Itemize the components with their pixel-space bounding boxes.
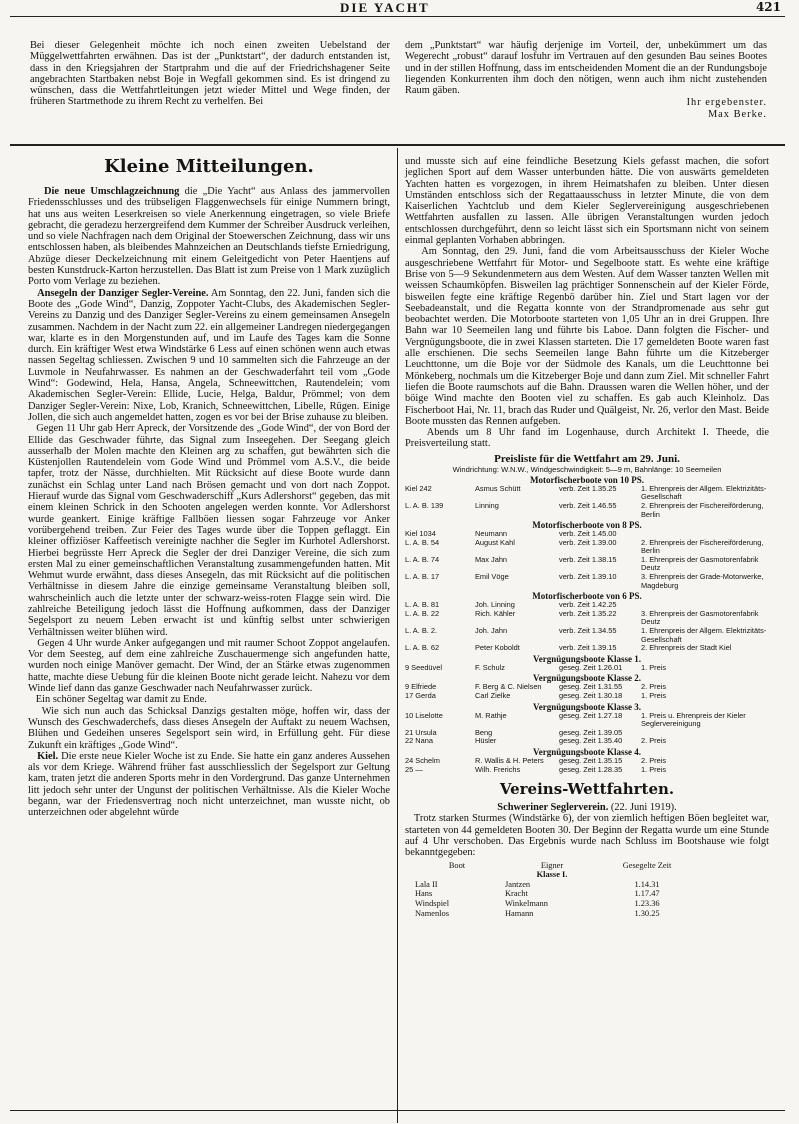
section-heading-2: Vereins-Wettfahrten.: [499, 780, 675, 799]
prize-boat-cell: 24 Schelm: [405, 755, 440, 765]
owner-cell: Jantzen: [505, 879, 531, 889]
prize-group-table: [405, 683, 769, 700]
boat-cell: Lala II: [415, 879, 438, 889]
running-header: [0, 0, 799, 16]
prize-time-cell: geseg. Zeit 1.35.40: [559, 736, 623, 746]
paragraph-text: Am Sonntag, den 29. Juni, fand die vom Arbeitsausschuss der Kieler Woche ausgeschriebene Wettfahrt für Motor- und Segelboote statt. Es wehte eine kräftige Brise von 5—9 Sekundenmetern aus dem Westen. Auf dem Wasser tanzten Wellen mit weissen Schaumköpfen. Bisweilen lag prächtiger Sonnenschein auf der Kieler Förde, bisweilen fegte eine kräftige Regenbö darüber hin. Ziel und Start lagen vor der Seebadeanstalt, und die Regatta konnte von der Strandpromenade aus sehr gut beobachtet werden. Die Motorboote starteten von 1,05 Uhr an in drei Gruppen. Ihre Bahn war 10 Seemeilen lang und führte bis Laboe. Dann folgten die Fischer- und Vergnügungsboote, die in zwei Klassen starteten. Die 17 gemeldeten Boote waren fast alle erschienen. Die sechs Seemeilen lange Bahn führte um die Kitzeberger Leuchttonne, um die Boje vor der Südmole des Kanals, um die Leuchttonne bei Mönkeberg, nochmals um die Kitzeberger Boje und dann zum Ziel. Mit schneller Fahrt liefen die Boote raumschots auf die Bahn. Draussen waren die Wellen höher, und der böige Wind machte den Booten viel zu schaffen. Es gab auch Kleinholz. Das Fischerboot Hai, Nr. 11, brach das Ruder und Quälgeist, Nr. 26, verlor den Mast. Beide Boote mussten das Rennen aufgeben.: [405, 246, 770, 427]
prize-group-heading: Motorfischerboote von 6 PS.: [532, 591, 642, 602]
prize-time-cell: verb. Zeit 1.35.25: [559, 483, 617, 493]
table-row: [405, 485, 769, 502]
paragraph-text: [405, 813, 769, 858]
prize-prize-cell: 1. Preis: [641, 662, 667, 672]
prize-group-table: [405, 664, 769, 673]
prize-time-cell: geseg. Zeit 1.27.18: [559, 710, 623, 720]
boat-cell: Hans: [415, 889, 433, 899]
paragraph-text: Abends um 8 Uhr fand im Logenhause, durch Architekt I. Theede, die Preisverteilung statt.: [405, 427, 769, 450]
paragraph-text: Gegen 11 Uhr gab Herr Apreck, der Vorsitzende des „Gode Wind“, der von Bord der Ellide das Geschwader führte, das Signal zum Inseegehen. Der Seegang gleich ausserhalb der Molen machte den Kleinen arg zu schaffen, gut bewährten sich die Küstenjollen Rautendelein vom Gode Wind und Prömmel vom A.S.V., die beide tapfer, trotz der Nässe, durchhielten. Mit Rücksicht auf diese Boote wurde dann zunächst ein Schlag unter Land nach Brösen gemacht und von dort nach Zoppot. Hierauf wurde das Signal vom Geschwaderschiff „Kurs Adlershorst“ gegeben, das mit einem kleinen Schrick in den Schooten angelegen werden konnte. Vor Adlershorst wurde geankert. Einige kräftige Fallböen liessen sogar Fahrzeuge vor Anker vorübergehend treiben. Zur Feier des Tages wurde über die Toppen geflaggt. Ein kleiner offiziöser Kaffeetisch vereinigte nachher die Segler im Kurhotel Adlershorst. Hierbei begrüsste Herr Apreck die Segler der drei Danziger Vereine, die sich zum ersten Mal zu einer gemeinschaftlichen Veranstaltung zusammengefunden hatten. Mit Wehmut wurde erwähnt, dass dieses Ansegeln, das mit Rücksicht auf die politischen Verhältnisse in diesem Jahre die einzige gemeinsame Veranstaltung bleiben soll, wahrscheinlich auch die letzte unter der schwarz-weiss-roten Flagge sein wird. Die zahlreiche Beteiligung jedoch lässt die Hoffnung aufkommen, dass der Danziger Segelsport zu neuem Leben erwacht ist und künftig selbst unter schwierigen Verhältnissen weiter blühen wird.: [28, 423, 390, 638]
paragraph-lead: Ansegeln der Danziger Segler-Vereine.: [37, 287, 209, 299]
prize-list-title: Preisliste für die Wettfahrt am 29. Juni.: [494, 452, 680, 465]
prize-time-cell: verb. Zeit 1.38.15: [559, 554, 617, 564]
paragraph-text: Wie sich nun auch das Schicksal Danzigs gestalten möge, hoffen wir, dass der Wunsch des Geschwaderchefs, dass dieses Ansegeln der Auftakt zu neuem Wachsen, Blühen und Gedeihen unseres Segelsport sein wird, in Erfüllung geht. Für diese Zukunft ein kräftiges „Gode Wind“.: [28, 705, 390, 751]
paragraph-text: Ein schöner Segeltag war damit zu Ende.: [35, 694, 207, 706]
table-row: [415, 880, 695, 890]
column-divider: [397, 148, 398, 1123]
prize-prize-cell: 1. Preis: [641, 691, 667, 700]
prize-boat-cell: 22 Nana: [405, 736, 433, 746]
prize-owner-cell: M. Rathje: [475, 710, 507, 720]
table-header-row: [415, 861, 695, 871]
prize-time-cell: geseg. Zeit 1.35.15: [559, 755, 623, 765]
owner-cell: Kracht: [505, 889, 528, 899]
magazine-title: DIE YACHT: [340, 0, 430, 15]
prize-prize-cell: 2. Ehrenpreis der Stadt Kiel: [641, 643, 732, 653]
prize-owner-cell: Peter Koboldt: [475, 643, 520, 653]
prize-owner-cell: Wilh. Frerichs: [475, 764, 521, 774]
paragraph-danzig: [28, 288, 390, 424]
prize-time-cell: verb. Zeit 1.42.25: [559, 600, 617, 610]
column-header: Gesegelte Zeit: [622, 860, 672, 870]
prize-group-heading: Vergnügungsboote Klasse 2.: [533, 673, 641, 684]
table-row: [405, 692, 769, 701]
prize-owner-cell: Beng: [475, 727, 493, 737]
prize-prize-cell: 2. Ehrenpreis der Fischereiförderung, Berlin: [641, 537, 764, 556]
prize-prize-cell: 2. Preis: [641, 736, 667, 746]
time-cell: 1.30.25: [634, 908, 660, 918]
prize-prize-cell: 3. Ehrenpreis der Grade-Motorwerke, Magdeburg: [641, 572, 764, 590]
prize-owner-cell: August Kahl: [475, 537, 515, 547]
prize-owner-cell: F. Schulz: [475, 662, 505, 672]
paragraph-text: [405, 427, 769, 450]
prize-owner-cell: Rich. Kähler: [475, 608, 516, 618]
header-rule: [10, 16, 785, 17]
prize-group-table: [405, 757, 769, 774]
prize-time-cell: verb. Zeit 1.34.55: [559, 626, 617, 636]
prize-boat-cell: L. A. B. 74: [405, 554, 440, 564]
table-row: [405, 556, 769, 573]
prize-time-cell: geseg. Zeit 1.28.35: [559, 764, 623, 774]
letter-paragraph-right: dem „Punktstart“ war häufig derjenige im Vorteil, der, unbekümmert um das Wegerecht „robust“ darauf losfuhr im Vertrauen auf den gesunden Bau seines Bootes und in der stillen Hoffnung, dass im entscheidenden Moment die an der Rundungsboje liegenden Konkurrenten ihm doch den nötigen, wenn auch ihm nicht zustehenden Raum gäben.: [405, 40, 767, 97]
prize-prize-cell: 1. Preis: [641, 764, 667, 774]
paragraph-text: Die erste neue Kieler Woche ist zu Ende. Sie hatte ein ganz anderes Aussehen als vor dem Kriege. Während früher fast ausschliesslich der Segelsport zur Geltung kam, traten jetzt die anderen Sports mehr in den Vordergrund. Das ganze Unternehmen litt jedoch sehr unter der Ungunst der politischen Verhältnisse. Als die Kieler Woche begann, war der Friedensvertrag noch nicht unterzeichnet, man wusste nicht, ob unterzeichnen oder abgelehnt würde: [28, 750, 390, 819]
prize-owner-cell: Carl Zielke: [475, 691, 511, 700]
prize-time-cell: verb. Zeit 1.45.00: [559, 529, 617, 539]
results-table: [415, 861, 695, 919]
time-cell: 1.23.36: [634, 899, 660, 909]
table-row: [405, 502, 769, 519]
subheading: [405, 802, 769, 813]
prize-boat-cell: Kiel 1034: [405, 529, 436, 539]
letter-right-column: [405, 40, 767, 120]
prize-prize-cell: 2. Ehrenpreis der Fischereiförderung, Berlin: [641, 500, 764, 519]
prize-boat-cell: L. A. B. 139: [405, 500, 444, 510]
prize-group-heading: Vergnügungsboote Klasse 1.: [533, 653, 641, 664]
paragraph-lead: Die neue Umschlagzeichnung: [43, 186, 180, 197]
table-row: [415, 899, 695, 909]
prize-group-table: [405, 485, 769, 519]
boat-cell: Namenlos: [415, 908, 449, 918]
prize-group-heading: Vergnügungsboote Klasse 3.: [533, 701, 641, 712]
club-name: Schweriner Seglerverein.: [497, 802, 609, 814]
prize-boat-cell: 17 Gerda: [405, 691, 436, 700]
paragraph-kiel: [28, 751, 390, 819]
class-label: Klasse I.: [536, 870, 568, 880]
time-cell: 1.14.31: [634, 879, 660, 889]
section-rule: [10, 144, 785, 146]
table-row: [405, 712, 769, 729]
table-row: [415, 889, 695, 899]
regatta-date: (22. Juni 1919).: [608, 802, 677, 814]
table-row: [415, 909, 695, 919]
paragraph-text: [28, 706, 390, 751]
paragraph-text: [405, 246, 769, 427]
prize-time-cell: verb. Zeit 1.39.10: [559, 572, 617, 582]
prize-boat-cell: 10 Liselotte: [405, 710, 443, 720]
paragraph-text: Am Sonntag, den 22. Juni, fanden sich die Boote des „Gode Wind“, Danzig, Zoppoter Yacht-Clubs, des Akademischen Segler-Vereins zu Danzig und des Danziger Segler-Vereins zu einem gemeinsamen Ansegeln zusammen. Nachdem in der Nacht zum 22. ein allgemeiner Landregen niedergegangen war, klarte es in den Morgenstunden auf, und im Laufe des Tages kam die Sonne durch. Ein kräftiger West etwa Windstärke 6 Less auf einen schönen wenn auch etwas nassen Segeltag schliessen. Zwischen 9 und 10 sammelten sich die Fahrzeuge an der Luvmole in Neufahrwasser. Es nahmen an der Geschwaderfahrt teil vom „Gode Wind“: Godewind, Hela, Hansa, Angela, Schneewittchen, Rautendelein; vom Akademischen Segler-Verein: Ellide, Lucie, Helga, Baldur, Prömmel; von dem Danziger Segler-Verein: Nixe, Lob, Kranich, Schneewittchen, Libelle, Rügen. Einige Jollen, die sich auch angemeldet hatten, zogen es vor bei der Brise zuhause zu bleiben.: [28, 287, 390, 423]
table-row: [405, 644, 769, 653]
prize-time-cell: verb. Zeit 1.35.22: [559, 608, 617, 618]
prize-boat-cell: L. A. B. 54: [405, 537, 440, 547]
prize-prize-cell: 1. Ehrenpreis der Allgem. Elektrizitäts-Gesellschaft: [641, 626, 767, 644]
prize-prize-cell: 3. Ehrenpreis der Gasmotorenfabrik Deutz: [641, 608, 759, 627]
prize-boat-cell: L. A. B. 22: [405, 608, 440, 618]
prize-boat-cell: L. A. B. 81: [405, 600, 440, 610]
paragraph-lead: Kiel.: [37, 750, 59, 762]
page-number: 421: [755, 0, 781, 14]
prize-boat-cell: 25 —: [405, 764, 423, 774]
prize-boat-cell: 9 Seedüvel: [405, 662, 442, 672]
paragraph-text: [28, 423, 390, 638]
prize-owner-cell: Emil Vöge: [475, 572, 509, 582]
prize-time-cell: verb. Zeit 1.46.55: [559, 500, 617, 510]
prize-owner-cell: Linning: [475, 500, 499, 510]
owner-cell: Winkelmann: [505, 899, 548, 909]
prize-group-heading: Motorfischerboote von 10 PS.: [530, 474, 644, 485]
prize-time-cell: geseg. Zeit 1.31.55: [559, 682, 623, 692]
prize-prize-cell: 2. Preis: [641, 682, 667, 692]
class-row: [415, 870, 695, 880]
prize-group-table: [405, 530, 769, 590]
boat-cell: Windspiel: [415, 899, 450, 909]
letter-signature: Max Berke.: [707, 108, 767, 120]
prize-list-conditions: Windrichtung: W.N.W., Windgeschwindigkeit: 5—9 m, Bahnlänge: 10 Seemeilen: [452, 464, 722, 474]
prize-prize-cell: 2. Preis: [641, 755, 667, 765]
prize-time-cell: geseg. Zeit 1.26.01: [559, 662, 623, 672]
prize-boat-cell: L. A. B. 2.: [405, 626, 438, 636]
table-row: [405, 539, 769, 556]
prize-group-heading: Motorfischerboote von 8 PS.: [532, 520, 642, 531]
prize-group-heading: Vergnügungsboote Klasse 4.: [533, 746, 641, 757]
table-row: [405, 627, 769, 644]
prize-boat-cell: 9 Elfriede: [405, 682, 437, 692]
prize-boat-cell: 21 Ursula: [405, 727, 437, 737]
paragraph-text: [28, 694, 390, 705]
prize-owner-cell: F. Berg & C. Nielsen: [475, 682, 542, 692]
paragraph-text: [28, 638, 390, 694]
prize-boat-cell: Kiel 242: [405, 483, 432, 493]
prize-boat-cell: L. A. B. 62: [405, 643, 440, 653]
table-row: [405, 573, 769, 590]
prize-owner-cell: Asmus Schütt: [475, 483, 521, 493]
letter-left-column: [30, 40, 390, 108]
prize-prize-cell: 1. Preis u. Ehrenpreis der Kieler Seglervereinigung: [641, 710, 746, 729]
prize-boat-cell: L. A. B. 17: [405, 572, 440, 582]
results-body: [415, 880, 695, 918]
prize-prize-cell: 1. Ehrenpreis der Allgem. Elektrizitäts-Gesellschaft: [641, 483, 767, 502]
section-heading: Kleine Mitteilungen.: [104, 156, 314, 177]
column-header: Boot: [448, 860, 466, 870]
prize-list: [405, 453, 769, 774]
column-header: Eigner: [540, 860, 564, 870]
prize-time-cell: geseg. Zeit 1.30.18: [559, 691, 623, 700]
prize-owner-cell: Joh. Linning: [475, 600, 515, 610]
table-row: [405, 610, 769, 627]
vereins-wettfahrten: [405, 780, 769, 918]
letter-paragraph-left: Bei dieser Gelegenheit möchte ich noch einen zweiten Uebelstand der Müggelwettfahrten erwähnen. Das ist der „Punktstart“, der dadurch entstanden ist, dass in den Kriegsjahren der Startprahm und die auf der Friedrichshagener Seite angebrachten Startbaken nebst Boje in Wegfall gekommen sind. Es ist dringend zu wünschen, dass die Wettfahrtleitungen jetzt wieder Mittel und Wege finden, der früheren Startmethode zu ihrem Recht zu verhelfen. Bei: [30, 40, 390, 108]
prize-group-table: [405, 712, 769, 746]
paragraph-text: Trotz starken Sturmes (Windstärke 6), der von ziemlich heftigen Böen begleitet war, starteten von 44 gemeldeten Booten 30. Der Beginn der Regatta wurde um eine Stunde auf 4 Uhr verschoben. Das Ergebnis wurde nach Schluss im Bootshause wie folgt bekanntgegeben:: [405, 813, 769, 859]
prize-owner-cell: Hüsler: [475, 736, 497, 746]
letter-closing: Ihr ergebenster.: [686, 97, 767, 109]
prize-prize-cell: 1. Ehrenpreis der Gasmotorenfabrik Deutz: [641, 554, 759, 573]
prize-time-cell: geseg. Zeit 1.39.05: [559, 727, 623, 737]
table-row: [405, 664, 769, 673]
table-row: [405, 766, 769, 775]
column-right: [405, 156, 769, 918]
footer-rule: [10, 1110, 785, 1111]
prize-owner-cell: R. Wallis & H. Peters: [475, 755, 544, 765]
time-cell: 1.17.47: [634, 889, 660, 899]
paragraph-text: und musste sich auf eine feindliche Besetzung Kiels gefasst machen, die sofort jeglichen Sport auf dem Wasser unterbunden hätte. Die von auswärts gemeldeten Yachten hatten es vorgezogen, in ihrem Heimatshafen zu bleiben. Unter diesen Umständen entschloss sich der Regattaausschuss in letzter Minute, die von dem Kaiserlichen Yachtclub und dem Kieler Seglervereinigung ausgeschriebenen Wettfahrten ausfallen zu lassen. Alle übrigen Veranstaltungen wurden jedoch entschlossen durchgeführt, denn so leicht lässt sich ein Sportsmann nicht von seinem einmal geplanten Vorhaben abbringen.: [405, 156, 769, 247]
owner-cell: Hamann: [505, 908, 534, 918]
prize-time-cell: verb. Zeit 1.39.15: [559, 643, 617, 653]
prize-group-table: [405, 601, 769, 653]
prize-groups: [405, 475, 769, 774]
prize-time-cell: verb. Zeit 1.39.00: [559, 537, 617, 547]
column-left: [28, 156, 390, 819]
paragraph-umschlag: [28, 186, 390, 288]
paragraph-text: die „Die Yacht“ aus Anlass des jammervollen Friedensschlusses und des trübseligen Flaggenwechsels für einige Nummern bringt, hat uns aus weiten Leserkreisen so viele Anerkennung eingetragen, so viele Briefe gebracht, die geradezu herzergreifend dem Kummer der Schreiber Ausdruck verleihen, und so viele Nachfragen nach dem Original der Stoewerschen Zeichnung, dass wir uns entschlossen haben, als bleibendes Mahnzeichen an Deutschlands tiefste Erniedrigung, Abzüge dieser Deckelzeichnung mit einem Geleitgedicht von Peter Haentjens auf besten Kunstdruck-Karton herzustellen. Das Blatt ist zum Preise von 1 Mark zuzüglich Porto vom Verlage zu beziehen.: [28, 186, 390, 288]
table-row: [405, 737, 769, 746]
prize-owner-cell: Max Jahn: [475, 554, 508, 564]
prize-owner-cell: Joh. Jahn: [475, 626, 508, 636]
prize-owner-cell: Neumann: [475, 529, 508, 539]
paragraph-text: Gegen 4 Uhr wurde Anker aufgegangen und mit raumer Schoot Zoppot angelaufen. Vor dem Seesteg, auf dem eine zahlreiche Zuschauermenge sich angefunden hatte, wurden noch einige Manöver gemacht. Der Wind, der an Stärke etwas zugenommen hatte, machte diese Uebung für die kleinen Boote nicht gerade leicht. Nahezu vor dem Winde lief dann das ganze Geschwader nach Neufahrwasser zurück.: [28, 637, 390, 695]
